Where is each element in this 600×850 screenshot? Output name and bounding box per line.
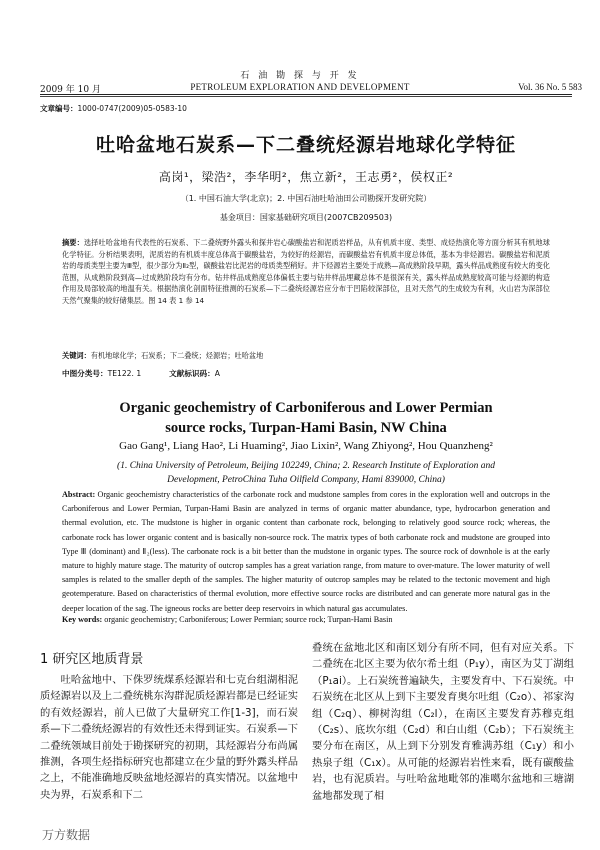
abstract-en-label: Abstract: bbox=[62, 490, 96, 499]
funding-cn: 基金项目：国家基础研究项目(2007CB209503) bbox=[219, 213, 393, 222]
abstract-cn-label: 摘要： bbox=[62, 238, 84, 247]
volume-info: Vol. 36 No. 5 583 bbox=[518, 82, 582, 92]
affiliation-cn: （1. 中国石油大学(北京)；2. 中国石油吐哈油田公司勘探开发研究院） bbox=[180, 194, 432, 203]
issue-date: 2009 年 10 月 bbox=[40, 85, 101, 95]
watermark: 万方数据 bbox=[42, 828, 91, 842]
classification-cn: 中图分类号：TE122. 1 文献标识码：A bbox=[62, 369, 220, 378]
header-rule bbox=[40, 94, 572, 95]
paper-title-en-line2: source rocks, Turpan-Hami Basin, NW China bbox=[165, 420, 447, 436]
journal-title-en: PETROLEUM EXPLORATION AND DEVELOPMENT bbox=[190, 82, 410, 92]
body-column-right: 叠统在盆地北区和南区划分有所不同，但有对应关系。下二叠统在北区主要为依尔希土组（P₁y），南区为艾丁湖组（P₁ai）。上石炭统普遍缺失，主要发育中、下石炭统。中石炭统在北区从上到下主要发育奥尔吐组（C₂o）、祁家沟组（C₂q）、柳树沟组（C₂l），在南区主要发育苏穆克组（C₂s）、底坎尔组（C₂d）和白山组（C₂b）；下石炭统主要分布在南区，从上到下分别发育雅满苏组（C₁y）和小热泉子组（C₁x）。从可能的烃源岩岩性来看，既有碳酸盐岩，也有泥质岩。与吐哈盆地毗邻的准噶尔盆地和三塘湖盆地都发现了相 bbox=[312, 642, 574, 802]
paper-title-en-line1: Organic geochemistry of Carboniferous and Lower Permian bbox=[119, 400, 493, 416]
body-column-left: 吐哈盆地中、下侏罗统煤系烃源岩和七克台组湖相泥质烃源岩以及上二叠统桃东沟群泥质烃源岩都是已经证实的有效烃源岩，前人已做了大量研究工作[1-3]，而石炭系—下二叠统烃源岩的有效性还未得到证实。石炭系—下二叠统领域目前处于勘探研究的初期，其烃源岩分布尚属推测，各项生烃指标研究也都建立在少量的野外露头样品之上，不能准确地反映盆地烃源岩的真实情况。以盆地中央为界，石炭系和下二 bbox=[40, 674, 298, 801]
header-rule-thin bbox=[40, 96, 572, 97]
keywords-en: Key words: organic geochemistry; Carboniferous; Lower Permian; source rock; Turpan-Hami Basin bbox=[62, 615, 393, 624]
paper-title-en bbox=[0, 398, 600, 438]
document-id: 文章编号：1000-0747(2009)05-0583-10 bbox=[40, 104, 187, 113]
abstract-cn-text: 选择吐哈盆地有代表性的石炭系、下二叠统野外露头和探井岩心碳酸盐岩和泥质岩样品，从有机质丰度、类型、成烃热演化等方面分析其有机地球化学特征。分析结果表明，泥质岩的有机质丰度总体高于碳酸盐岩，为较好的烃源岩，而碳酸盐岩有机质丰度总体低，基本为非烃源岩。碳酸盐岩和泥质岩的母质类型主要为Ⅲ型，很少部分为Ⅱ₂型，碳酸盐岩比泥岩的母质类型稍好。井下烃源岩主要处于成熟—高成熟阶段早期，露头样品成熟度有较大的变化范围，从成熟阶段到高—过成熟阶段均有分布。钻井样品成熟度总体偏低主要与钻井样品埋藏总体不是很深有关，露头样品成熟度较高可能与烃源的构造作用及局部较高的地温有关。根据热演化剖面特征推测的石炭系—下二叠统烃源岩应分布于凹陷较深部位，且对天然气的生成较为有利，火山岩为深部位天然气聚集的较好储集层。图 14 表 1 参 14 bbox=[62, 238, 550, 305]
abstract-en bbox=[62, 488, 550, 616]
authors-cn: 高岗¹，梁浩²，李华明²，焦立新²，王志勇²，侯权正² bbox=[158, 170, 454, 184]
authors-en: Gao Gang¹, Liang Hao², Li Huaming², Jiao Lixin², Wang Zhiyong², Hou Quanzheng² bbox=[119, 440, 493, 452]
paper-title-cn: 吐哈盆地石炭系—下二叠统烃源岩地球化学特征 bbox=[95, 134, 516, 156]
affiliation-en: (1. China University of Petroleum, Beijing 102249, China; 2. Research Institute of Exploration and Development, PetroChina Tuha Oilfield Company, Hami 839000, China) bbox=[117, 461, 495, 485]
keywords-cn: 关键词：有机地球化学；石炭系；下二叠统；烃源岩；吐哈盆地 bbox=[62, 351, 264, 360]
abstract-cn bbox=[62, 237, 550, 307]
abstract-en-text: Organic geochemistry characteristics of the carbonate rock and mudstone samples from cores in the exploration well and outcrops in the Carboniferous and Lower Permian, Turpan-Hami Basin are analyzed in terms of organic matter abundance, type, hydrocarbon generation and thermal evolution, etc. The mudstone is higher in organic content than carbonate rock, belonging to relatively good source rock; whereas, the carbonate rock has lower organic content and is basically non-source rock. The matrix types of both carbonate rock and mudstone are grouped into Type Ⅲ (dominant) and Ⅱ₂(less). The carbonate rock is a bit better than the mudstone in organic types. The source rock of downhole is at the early mature to highly mature stage. The maturity of outcrop samples has a great variation range, from mature to over-mature. The lower maturity of well samples is related to the smaller depth of the samples. The higher maturity of outcrop samples may be related to the tectonic movement and high geotemperature. Based on characteristics of thermal evolution, more effective source rocks are distributed and can generate more natural gas in the deeper location of the sag. The igneous rocks are better deep reservoirs in which natural gas accumulates. bbox=[62, 490, 550, 613]
section-heading: 1 研究区地质背景 bbox=[40, 652, 144, 667]
journal-title-cn: 石 油 勘 探 与 开 发 bbox=[240, 71, 360, 81]
